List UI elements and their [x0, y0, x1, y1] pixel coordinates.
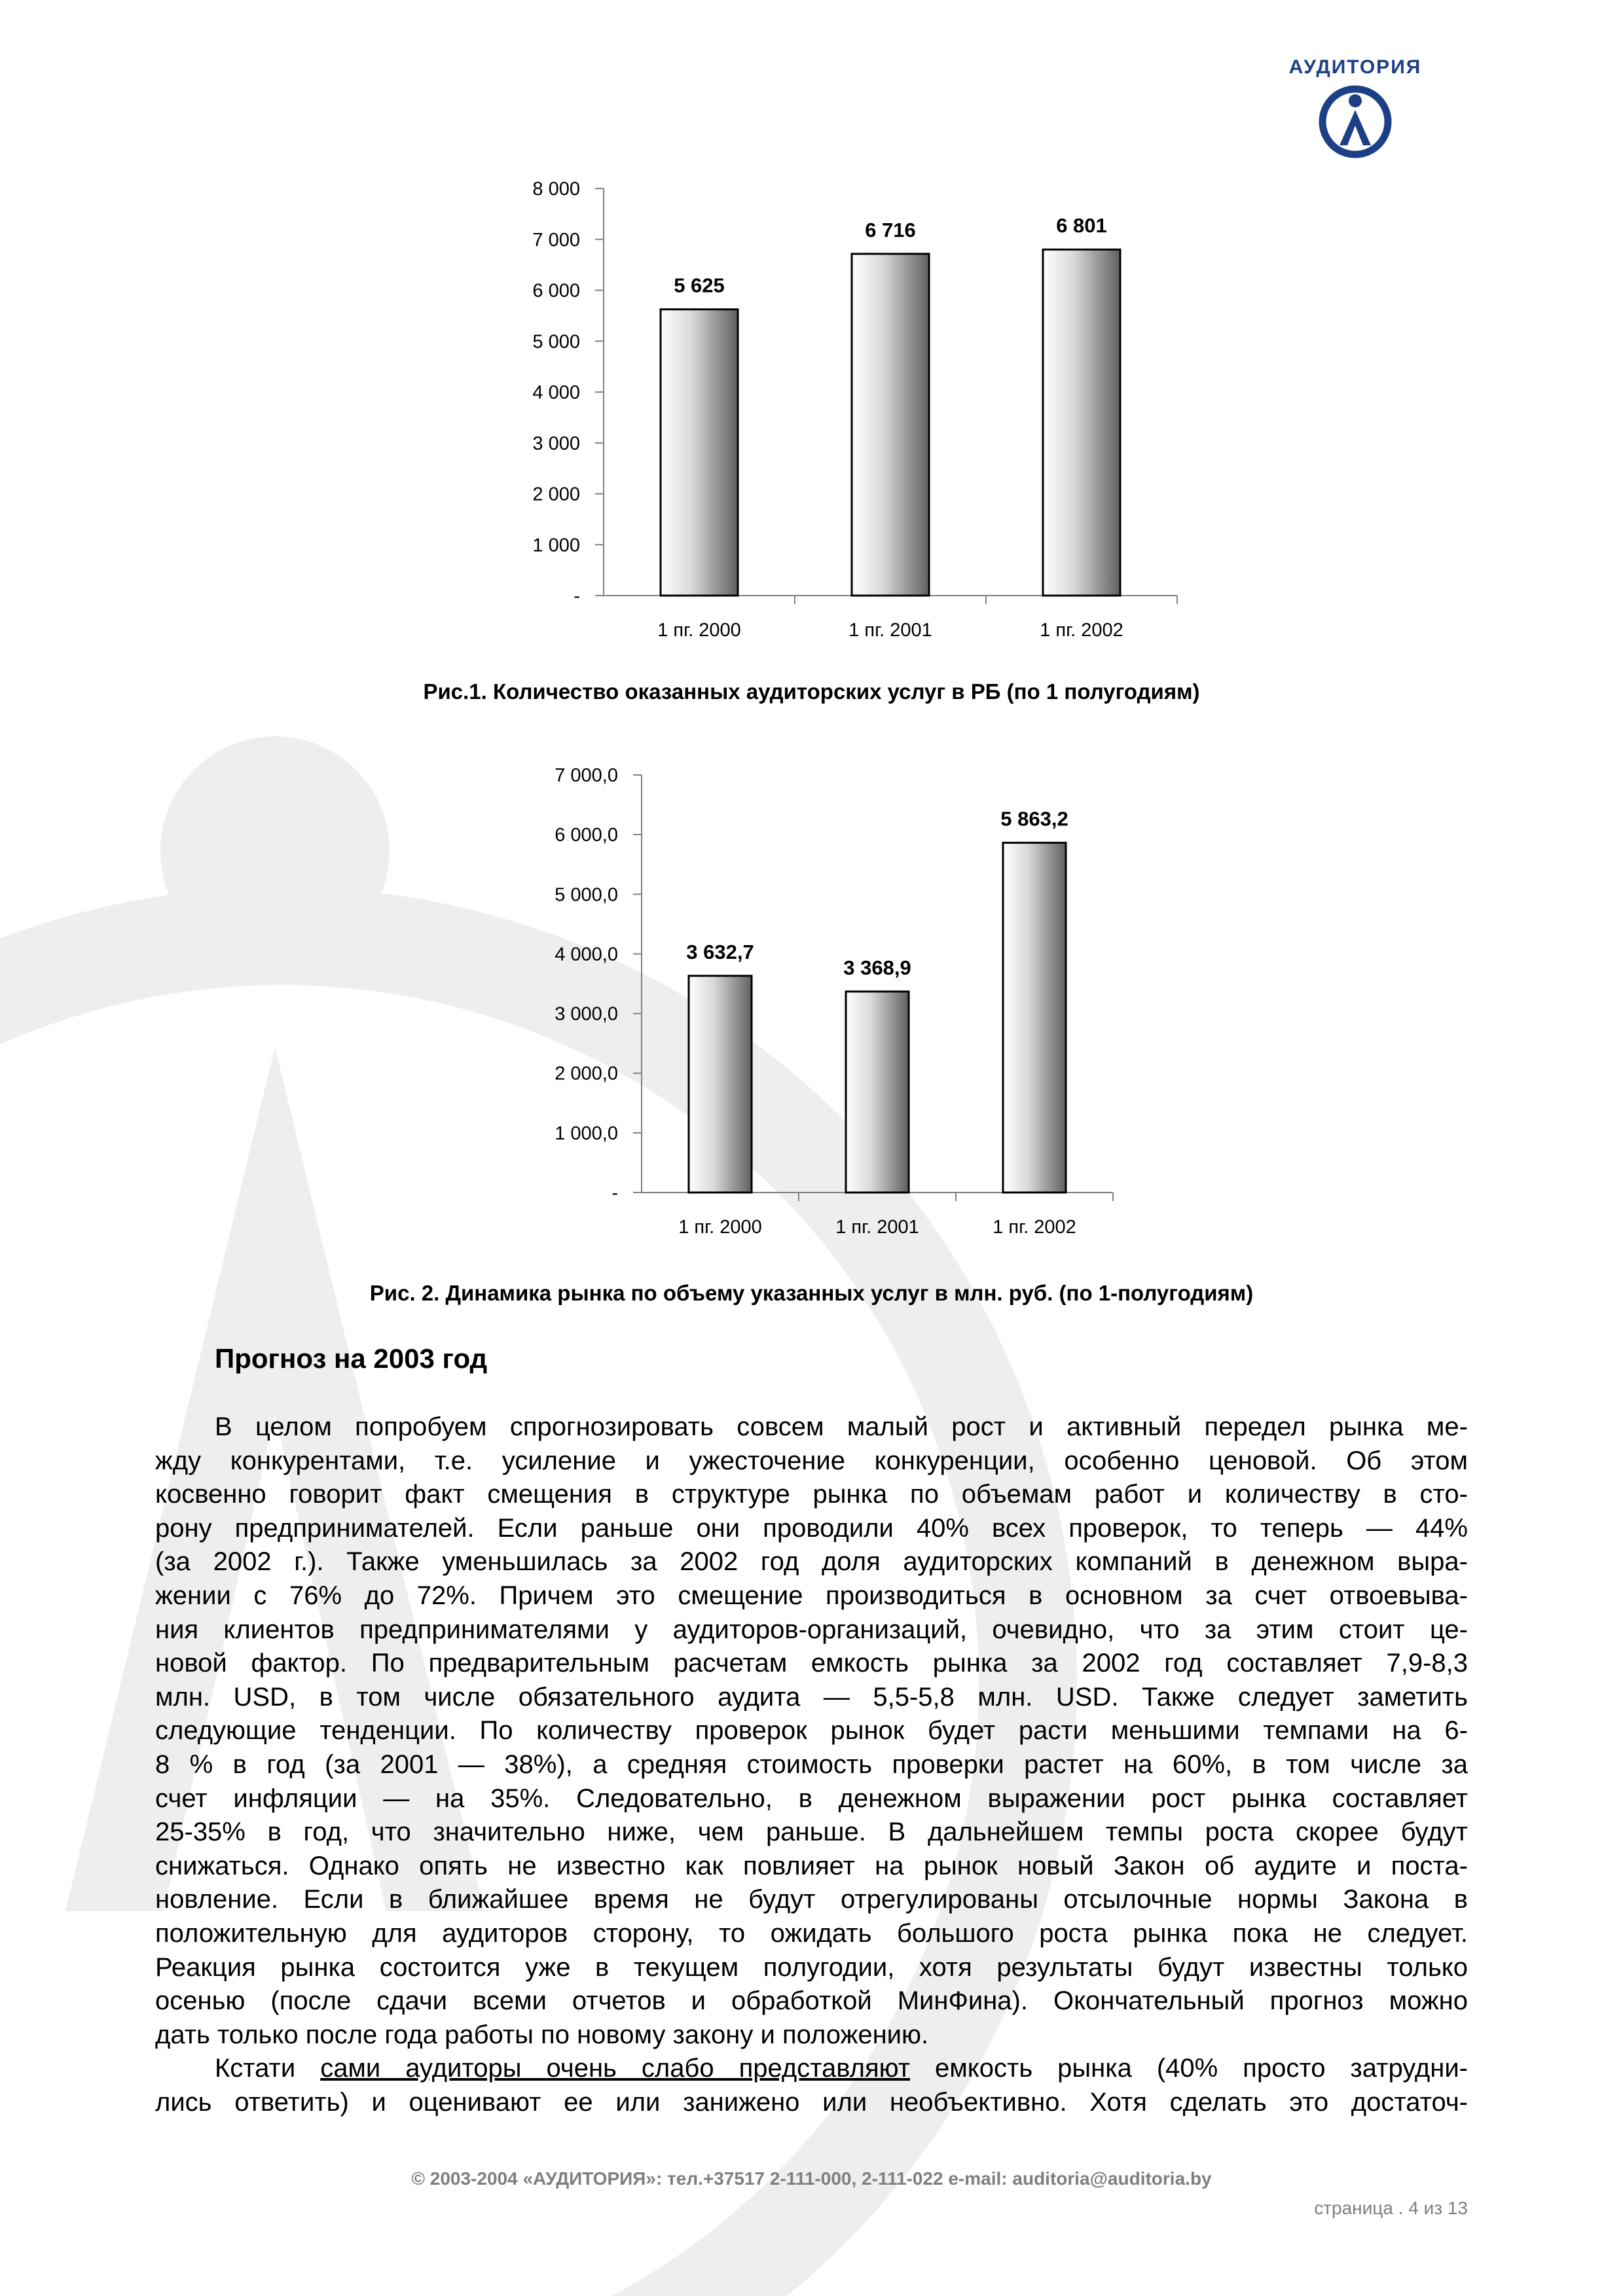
- text-line: новой фактор. По предварительным расчетам емкость рынка за 2002 год составляет 7,9-8,3: [155, 1649, 1468, 1678]
- y-tick-label: 7 000,0: [555, 765, 618, 786]
- text-line: (за 2002 г.). Также уменьшилась за 2002 год доля аудиторских компаний в денежном выра-: [155, 1547, 1468, 1577]
- text-line: В целом попробуем спрогнозировать совсем малый рост и активный передел рынка ме-: [215, 1412, 1468, 1441]
- text-segment: Кстати: [215, 2054, 321, 2083]
- text-line: [155, 2052, 1468, 2086]
- page-total: 13: [1447, 2198, 1468, 2218]
- section-heading: Прогноз на 2003 год: [215, 1343, 488, 1374]
- logo-text: АУДИТОРИЯ: [1288, 56, 1422, 78]
- text-line: жении с 76% до 72%. Причем это смещение производиться в основном за счет отвоевыва-: [155, 1581, 1468, 1610]
- footer-copyright: © 2003-2004 «АУДИТОРИЯ»: тел.+37517 2-111-000, 2-111-022 e-mail: auditoria@auditoria.by: [411, 2168, 1212, 2189]
- bar-value-label: 3 632,7: [686, 940, 754, 963]
- y-tick-label: 8 000: [532, 179, 580, 200]
- page-sep: из: [1423, 2198, 1443, 2218]
- bar-value-label: 5 863,2: [1000, 807, 1068, 831]
- text-line: осенью (после сдачи всеми отчетов и обработкой МинФина). Окончательный прогноз можно: [155, 1986, 1468, 2016]
- text-segment: емкость рынка (40% просто затрудни-: [910, 2054, 1468, 2083]
- y-tick-label: 2 000: [532, 484, 580, 505]
- y-tick-label: 2 000,0: [555, 1063, 618, 1085]
- text-line: млн. USD, в том числе обязательного аудита — 5,5-5,8 млн. USD. Также следует заметить: [155, 1682, 1468, 1712]
- bar-value-label: 5 625: [674, 274, 725, 297]
- text-line: новление. Если в ближайшее время не будут отрегулированы отсылочные нормы Закона в: [155, 1885, 1468, 1914]
- y-tick-label: -: [574, 586, 580, 607]
- y-tick-label: 4 000,0: [555, 944, 618, 965]
- y-tick-label: 6 000: [532, 280, 580, 302]
- x-tick-label: 1 пг. 2002: [1040, 620, 1123, 641]
- bar: [689, 976, 752, 1193]
- page-current: 4: [1408, 2198, 1419, 2218]
- x-tick-label: 1 пг. 2002: [993, 1217, 1076, 1238]
- y-tick-label: 4 000: [532, 382, 580, 403]
- bar: [1003, 843, 1066, 1193]
- figure-1-caption: Рис.1. Количество оказанных аудиторских услуг в РБ (по 1 полугодиям): [423, 679, 1200, 704]
- bar-value-label: 3 368,9: [843, 956, 911, 979]
- figure-2-caption: Рис. 2. Динамика рынка по объему указанных услуг в млн. руб. (по 1-полугодиям): [369, 1281, 1254, 1305]
- text-line: счет инфляции — на 35%. Следовательно, в денежном выражении рост рынка составляет: [155, 1784, 1468, 1813]
- x-tick-label: 1 пг. 2000: [678, 1217, 762, 1238]
- y-tick-label: 5 000: [532, 331, 580, 353]
- forecast-body: [155, 1410, 1468, 2119]
- text-line: 25-35% в год, что значительно ниже, чем раньше. В дальнейшем темпы роста скорее будут: [155, 1818, 1468, 1847]
- text-line: следующие тенденции. По количеству проверок рынок будет расти меньшими темпами на 6-: [155, 1716, 1468, 1746]
- x-tick-label: 1 пг. 2001: [848, 620, 932, 641]
- y-tick-label: 3 000,0: [555, 1003, 618, 1025]
- text-line: рону предпринимателей. Если раньше они проводили 40% всех проверок, то теперь — 44%: [155, 1513, 1468, 1543]
- y-tick-label: 1 000: [532, 535, 580, 556]
- x-tick-label: 1 пг. 2001: [835, 1217, 919, 1238]
- text-line: положительную для аудиторов сторону, то ожидать большого роста рынка пока не следует.: [155, 1918, 1468, 1948]
- text-line: лись ответить) и оценивают ее или занижено или необъективно. Хотя сделать это достаточ-: [155, 2087, 1468, 2117]
- text-line: косвенно говорит факт смещения в структуре рынка по объемам работ и количеству в сто-: [155, 1480, 1468, 1509]
- y-tick-label: 1 000,0: [555, 1122, 618, 1144]
- y-tick-label: 3 000: [532, 433, 580, 454]
- y-tick-label: 7 000: [532, 229, 580, 251]
- x-tick-label: 1 пг. 2000: [657, 620, 741, 641]
- y-tick-label: -: [611, 1183, 618, 1204]
- bar-value-label: 6 801: [1056, 214, 1107, 238]
- bar: [846, 992, 909, 1193]
- underlined-phrase: сами аудиторы очень слабо представляют: [320, 2054, 911, 2083]
- text-line: жду конкурентами, т.е. усиление и ужесточение конкуренции, особенно ценовой. Об этом: [155, 1446, 1468, 1475]
- page-label: страница: [1314, 2198, 1393, 2218]
- text-line: снижаться. Однако опять не известно как повлияет на рынок новый Закон об аудите и поста-: [155, 1851, 1468, 1880]
- text-line: 8 % в год (за 2001 — 38%), а средняя стоимость проверки растет на 60%, в том числе за: [155, 1749, 1468, 1779]
- text-line: дать только после года работы по новому закону и положению.: [155, 2020, 929, 2049]
- y-tick-label: 6 000,0: [555, 825, 618, 846]
- text-line: ния клиентов предпринимателями у аудиторов-организаций, очевидно, что за этим стоит це-: [155, 1615, 1468, 1644]
- y-tick-label: 5 000,0: [555, 884, 618, 906]
- text-line: Реакция рынка состоится уже в текущем полугодии, хотя результаты будут известны только: [155, 1952, 1468, 1982]
- page-number: страница . 4 из 13: [1314, 2198, 1468, 2218]
- bar-value-label: 6 716: [865, 218, 916, 242]
